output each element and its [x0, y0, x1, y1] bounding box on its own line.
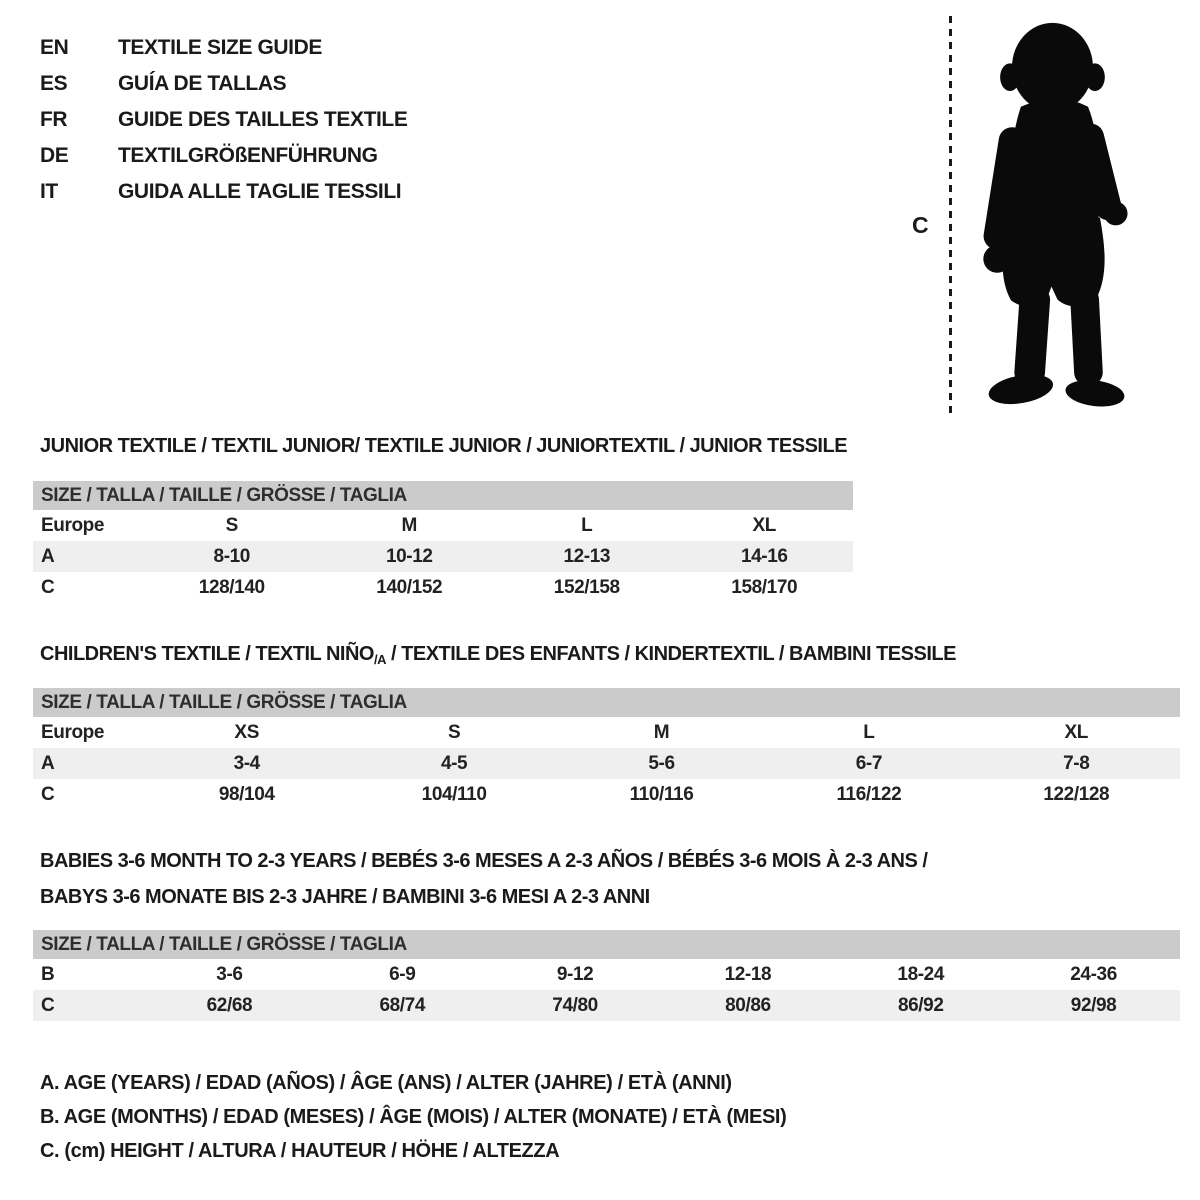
- size-cell: S: [225, 514, 238, 536]
- height-cell: 116/122: [836, 783, 902, 805]
- guide-title-it: GUIDA ALLE TAGLIE TESSILI: [118, 180, 402, 203]
- language-code: ES: [40, 72, 68, 95]
- age-cell: 14-16: [676, 541, 854, 572]
- months-cell: 12-18: [724, 963, 772, 985]
- age-cell: 5-6: [558, 748, 765, 779]
- height-cell: 74/80: [489, 990, 662, 1021]
- row-label: Europe: [41, 514, 105, 536]
- size-cell: L: [581, 514, 593, 536]
- babies-section-title: [40, 843, 927, 915]
- age-cell: 10-12: [321, 541, 499, 572]
- height-cell: 110/116: [629, 783, 694, 805]
- size-cell: M: [653, 721, 670, 743]
- footnote-age-months: B. AGE (MONTHS) / EDAD (MESES) / ÂGE (MOIS) / ALTER (MONATE) / ETÀ (MESI): [40, 1106, 787, 1128]
- children-size-table: [33, 688, 1180, 810]
- size-cell: XL: [752, 514, 776, 536]
- row-label: C: [33, 990, 143, 1021]
- months-cell: 24-36: [1070, 963, 1117, 985]
- height-cell: 80/86: [661, 990, 834, 1021]
- size-cell: L: [863, 721, 875, 743]
- months-cell: 18-24: [897, 963, 945, 985]
- guide-title-de: TEXTILGRÖßENFÜHRUNG: [118, 144, 378, 167]
- height-measure-dashed-line: [949, 16, 952, 416]
- row-label: B: [41, 963, 55, 985]
- months-cell: 6-9: [389, 963, 416, 985]
- children-title-main: CHILDREN'S TEXTILE / TEXTIL NIÑO: [40, 643, 374, 665]
- table-row: [33, 959, 1180, 990]
- junior-size-table: [33, 481, 853, 603]
- babies-size-table: [33, 930, 1180, 1021]
- age-cell: 8-10: [143, 541, 321, 572]
- size-cell: M: [401, 514, 417, 536]
- table-row: [33, 572, 853, 603]
- height-cell: 128/140: [198, 576, 265, 598]
- junior-size-header: SIZE / TALLA / TAILLE / GRÖSSE / TAGLIA: [33, 481, 853, 510]
- row-label: A: [33, 541, 143, 572]
- size-cell: S: [447, 721, 461, 743]
- table-row: [33, 510, 853, 541]
- table-row: [33, 541, 853, 572]
- height-figure: [900, 0, 1200, 440]
- height-cell: 68/74: [316, 990, 489, 1021]
- height-cell: 152/158: [553, 576, 620, 598]
- footnote-height-cm: C. (cm) HEIGHT / ALTURA / HAUTEUR / HÖHE / ALTEZZA: [40, 1140, 560, 1162]
- junior-section-title: JUNIOR TEXTILE / TEXTIL JUNIOR/ TEXTILE JUNIOR / JUNIORTEXTIL / JUNIOR TESSILE: [40, 435, 848, 457]
- children-size-header: SIZE / TALLA / TAILLE / GRÖSSE / TAGLIA: [33, 688, 1180, 717]
- table-row: [33, 717, 1180, 748]
- table-row: [33, 990, 1180, 1021]
- size-cell: XL: [1064, 721, 1089, 743]
- height-cell: 62/68: [143, 990, 316, 1021]
- months-cell: 9-12: [556, 963, 594, 985]
- children-title-rest: / TEXTILE DES ENFANTS / KINDERTEXTIL / BAMBINI TESSILE: [385, 643, 956, 665]
- legend-footnotes: [40, 1066, 786, 1168]
- row-label: A: [33, 748, 143, 779]
- size-cell: XS: [234, 721, 259, 743]
- guide-title-es: GUÍA DE TALLAS: [118, 72, 287, 95]
- row-label: C: [41, 576, 55, 598]
- footnote-age-years: A. AGE (YEARS) / EDAD (AÑOS) / ÂGE (ANS) / ALTER (JAHRE) / ETÀ (ANNI): [40, 1072, 732, 1094]
- table-row: [33, 779, 1180, 810]
- months-cell: 3-6: [216, 963, 243, 985]
- height-cell: 158/170: [731, 576, 798, 598]
- age-cell: 6-7: [765, 748, 972, 779]
- age-cell: 3-4: [143, 748, 350, 779]
- language-header: [40, 30, 407, 210]
- language-row-it: [40, 174, 407, 210]
- language-row-de: [40, 138, 407, 174]
- height-cell: 98/104: [218, 783, 275, 805]
- age-cell: 7-8: [973, 748, 1180, 779]
- language-row-en: [40, 30, 407, 66]
- language-code: FR: [40, 108, 68, 131]
- guide-title-en: TEXTILE SIZE GUIDE: [118, 36, 322, 59]
- toddler-silhouette-icon: [958, 10, 1143, 415]
- measure-label-c: C: [912, 212, 929, 238]
- babies-title-line1: BABIES 3-6 MONTH TO 2-3 YEARS / BEBÉS 3-6 MESES A 2-3 AÑOS / BÉBÉS 3-6 MOIS À 2-3 ANS /: [40, 850, 928, 872]
- height-cell: 104/110: [421, 783, 487, 805]
- age-cell: 12-13: [498, 541, 676, 572]
- height-cell: 140/152: [376, 576, 443, 598]
- height-cell: 92/98: [1007, 990, 1180, 1021]
- language-row-fr: [40, 102, 407, 138]
- language-row-es: [40, 66, 407, 102]
- height-cell: 86/92: [834, 990, 1007, 1021]
- guide-title-fr: GUIDE DES TAILLES TEXTILE: [118, 108, 408, 131]
- table-row: [33, 748, 1180, 779]
- height-cell: 122/128: [1043, 783, 1110, 805]
- language-code: DE: [40, 144, 69, 167]
- row-label: Europe: [41, 721, 105, 743]
- language-code: EN: [40, 36, 69, 59]
- children-title-sub: /A: [373, 652, 386, 667]
- row-label: C: [41, 783, 55, 805]
- language-code: IT: [40, 180, 58, 203]
- babies-title-line2: BABYS 3-6 MONATE BIS 2-3 JAHRE / BAMBINI 3-6 MESI A 2-3 ANNI: [40, 886, 650, 908]
- babies-size-header: SIZE / TALLA / TAILLE / GRÖSSE / TAGLIA: [33, 930, 1180, 959]
- age-cell: 4-5: [350, 748, 557, 779]
- children-section-title: [40, 643, 956, 667]
